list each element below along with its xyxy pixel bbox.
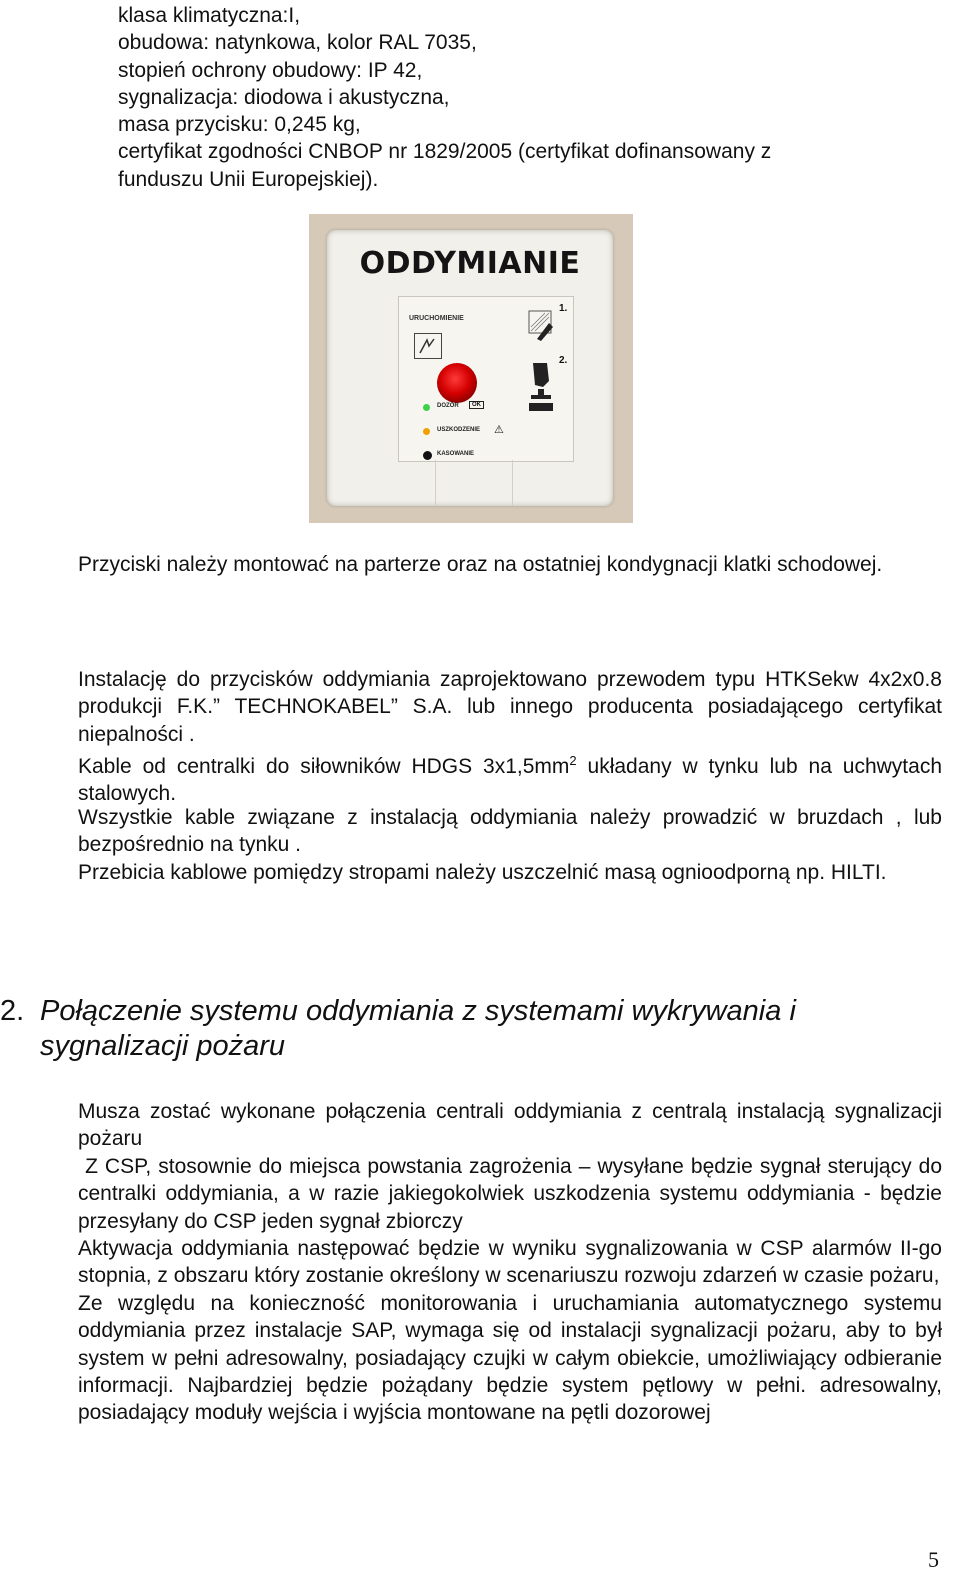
section-2-body [78,1098,948,1427]
spec-line: stopień ochrony obudowy: IP 42, [118,58,423,82]
spec-line: certyfikat zgodności CNBOP nr 1829/2005 (certyfikat dofinansowany z [118,140,772,164]
panel-title: ODDYMIANIE [359,246,581,281]
uszkodzenie-label: USZKODZENIE [437,427,481,433]
spec-line: masa przycisku: 0,245 kg, [118,113,361,137]
kasowanie-label: KASOWANIE [437,451,475,457]
section-2-paragraph: Musza zostać wykonane połączenia centrali oddymiania z centralą instalacją sygnalizacji pożaru [78,1100,942,1151]
red-push-button [437,363,477,403]
press-hand-icon [527,359,555,419]
dozor-label: DOZÓR [437,403,459,409]
spec-line: funduszu Unii Europejskiej). [118,167,379,191]
kable-superscript: 2 [569,753,577,768]
ok-label: OK [469,401,484,409]
uruchomienie-label: URUCHOMIENIE [409,315,464,322]
section-title: Połączenie systemu oddymiania z systemami wykrywania i sygnalizacji pożaru [40,995,796,1062]
spec-line: klasa klimatyczna:I, [118,4,301,27]
spec-list [118,2,918,193]
step-1-label: 1. [559,303,568,314]
step-2-label: 2. [559,355,568,366]
spec-line: sygnalizacja: diodowa i akustyczna, [118,85,450,109]
paragraph-installation-cable: Instalację do przycisków oddymiania zaprojektowano przewodem typu HTKSekw 4x2x0.8 produkcji F.K.” TECHNOKABEL” S.A. lub innego producenta posiadającego certyfikat niepalności . [78,668,942,746]
spec-line: obudowa: natynkowa, kolor RAL 7035, [118,31,477,55]
warning-triangle-icon: ⚠ [494,424,504,436]
paragraph-actuator-cables [78,747,942,808]
dozor-led-indicator [423,404,430,411]
section-2-paragraph: Aktywacja oddymiania następować będzie w wyniku sygnalizowania w CSP alarmów II-go stopnia, z obszaru który zostanie określony w scenariuszu rozwoju zdarzeń w czasie pożaru, [78,1237,942,1288]
break-glass-icon [414,333,442,359]
smoke-vent-button-photo [309,214,633,523]
hammer-hand-icon [527,309,555,343]
panel-lower-notch [435,460,513,506]
section-2-paragraph: Ze względu na konieczność monitorowania i uruchamiania automatycznego systemu oddymiania przez instalacje SAP, wymaga się od instalacji sygnalizacji pożaru, aby to był system w pełni adresowalny, posiadający czujki w całym obiekcie, umożliwiający odbieranie informacji. Najbardziej będzie pożądany będzie system pętlowy w pełni. adresowalny, posiadający moduły wejścia i wyjścia montowane na pętli dozorowej [78,1291,942,1425]
reset-button-indicator [423,451,432,460]
section-number: 2. [0,995,25,1027]
kable-text-a: Kable od centralki do siłowników HDGS 3x1,5mm [78,755,570,778]
button-panel [327,230,613,506]
paragraph-penetrations: Przebicia kablowe pomiędzy stropami należy uszczelnić masą ognioodporną np. HILTI. [78,861,887,884]
fault-led-indicator [423,428,430,435]
page-number: 5 [928,1547,939,1572]
panel-glass-window [398,296,574,462]
paragraph-cable-routing: Wszystkie kable związane z instalacją oddymiania należy prowadzić w bruzdach , lub bezpośrednio na tynku . [78,806,942,857]
section-2-paragraph: Z CSP, stosownie do miejsca powstania zagrożenia – wysyłane będzie sygnał sterujący do centralki oddymiania, a w razie jakiegokolwiek uszkodzenia systemu oddymiania - będzie przesyłany do CSP jeden sygnał zbiorczy [78,1154,948,1233]
paragraph-mounting: Przyciski należy montować na parterze oraz na ostatniej kondygnacji klatki schodowej. [78,553,883,576]
kable-text-b: układany w tynku lub na uchwytach stalowych. [78,755,943,806]
